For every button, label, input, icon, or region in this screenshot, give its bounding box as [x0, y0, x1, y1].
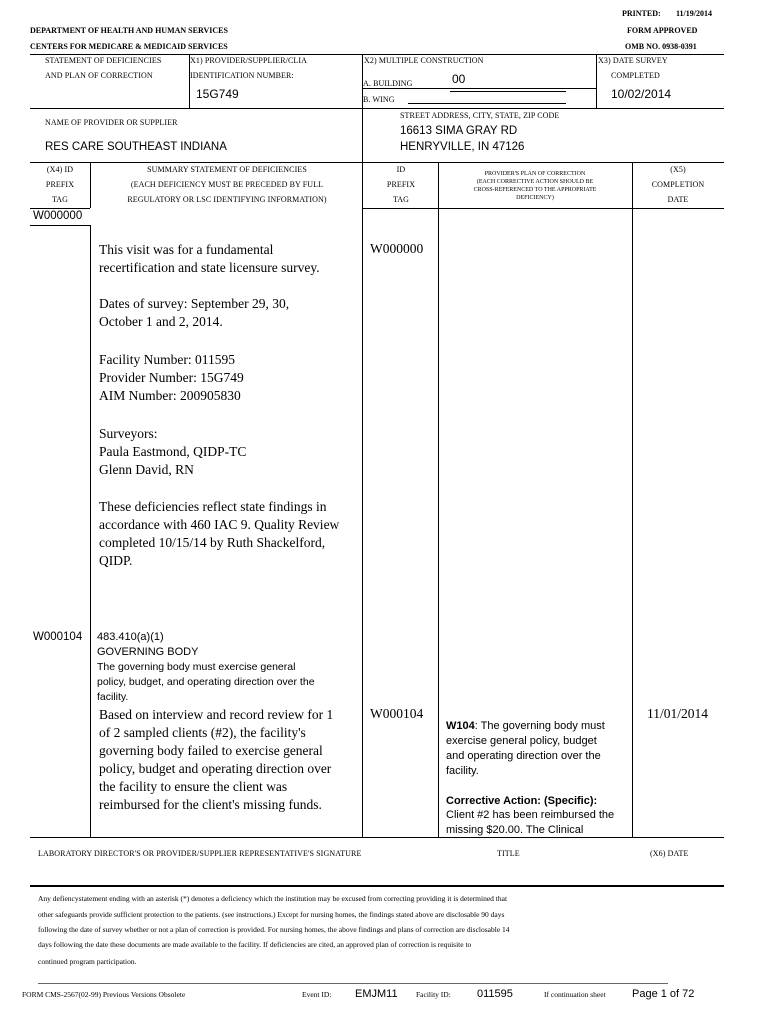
id-header: ID [396, 165, 406, 174]
regulation-title: GOVERNING BODY [97, 646, 199, 658]
x4-prefix-header: PREFIX [45, 180, 75, 189]
wing-label: B. WING [363, 95, 395, 104]
event-id-value: EMJM11 [355, 988, 398, 1000]
col-divider-plan [632, 162, 633, 837]
summary-header-3: REGULATORY OR LSC IDENTIFYING INFORMATION) [127, 195, 327, 204]
footnote-line-3: following the date of survey whether or not a plan of correction is provided. For nursing homes, the above findings and plans of correction are disclosable 14 [38, 925, 510, 934]
regulation-text: The governing body must exercise general policy, budget, and operating direction over the facility. [97, 661, 315, 703]
signature-label: LABORATORY DIRECTOR'S OR PROVIDER/SUPPLIER REPRESENTATIVE'S SIGNATURE [38, 849, 362, 858]
tag-w000000: W000000 [33, 210, 83, 222]
visit-paragraph: This visit was for a fundamental recertification and state licensure survey. [99, 242, 320, 275]
plan-header-2: (EACH CORRECTIVE ACTION SHOULD BE [476, 179, 594, 185]
survey-dates-paragraph: Dates of survey: September 29, 30, October 1 and 2, 2014. [99, 296, 290, 329]
state-findings-paragraph: These deficiencies reflect state findings in accordance with 460 IAC 9. Quality Review completed 10/15/14 by Ruth Shackelford, QIDP. [99, 499, 340, 568]
summary-header-1: SUMMARY STATEMENT OF DEFICIENCIES [147, 165, 307, 174]
facility-id-label: Facility ID: [416, 990, 451, 999]
printed-label: PRINTED: [622, 9, 661, 18]
facility-id-value: 011595 [477, 988, 513, 1000]
survey-date-value: 10/02/2014 [611, 87, 672, 101]
provider-name-label: NAME OF PROVIDER OR SUPPLIER [45, 118, 178, 127]
surveyor-2: Glenn David, RN [99, 462, 194, 477]
page-number: Page 1 of 72 [632, 988, 695, 1000]
footnote-line-1: Any defiencystatement ending with an asterisk (*) denotes a deficiency which the institution may be excused from correcting providing it is determined that [38, 894, 508, 903]
provider-name: RES CARE SOUTHEAST INDIANA [45, 141, 227, 153]
divider-x3 [596, 54, 597, 108]
footnote-line-4: days following the date these documents are made available to the facility. If deficiencies are cited, an approved plan of correction is requisite to [38, 940, 472, 949]
x4-id-header: (X4) ID [46, 165, 74, 174]
corrective-action-label: Corrective Action: (Specific): [446, 795, 598, 807]
building-value: 00 [452, 72, 466, 86]
event-id-label: Event ID: [302, 990, 332, 999]
building-underline [450, 91, 566, 92]
footnote-line-5: continued program participation. [38, 957, 137, 966]
surveyor-1: Paula Eastmond, QIDP-TC [99, 444, 247, 459]
plan-header-3: CROSS-REFERENCED TO THE APPROPRIATE [473, 187, 597, 193]
plan-text: : The governing body must exercise general policy, budget and operating direction over the facility. [446, 720, 605, 777]
provider-number: Provider Number: 15G749 [99, 370, 244, 385]
department-title: DEPARTMENT OF HEALTH AND HUMAN SERVICES [30, 26, 228, 35]
footer-rule [38, 983, 668, 984]
omb-number: OMB NO. 0938-0391 [625, 42, 697, 51]
row-divider-2 [30, 162, 724, 163]
completion-date: 11/01/2014 [647, 706, 709, 721]
wing-underline [408, 103, 566, 104]
tag-header: TAG [392, 195, 410, 204]
col-divider-summary [362, 162, 363, 837]
building-divider [362, 88, 596, 89]
signature-row-bottom [30, 885, 724, 887]
col-divider-prefix [90, 162, 91, 208]
street-address-label: STREET ADDRESS, CITY, STATE, ZIP CODE [400, 111, 560, 120]
x2-label: X2) MULTIPLE CONSTRUCTION [364, 56, 484, 65]
city-state-zip: HENRYVILLE, IN 47126 [400, 141, 525, 153]
corrective-action-text: Client #2 has been reimbursed the missing $20.00. The Clinical [446, 809, 615, 836]
x4-tag-header: TAG [51, 195, 69, 204]
x5-header: (X5) [670, 165, 686, 174]
surveyors-label: Surveyors: [99, 426, 158, 441]
right-tag-w000000: W000000 [370, 241, 424, 256]
plan-header-1: PROVIDER'S PLAN OF CORRECTION [484, 171, 586, 177]
printed-date: 11/19/2014 [676, 9, 713, 18]
right-tag-w000104: W000104 [370, 706, 424, 721]
footnote-line-2: other safeguards provide sufficient protection to the patients. (see instructions.) Except for nursing homes, the findings stated above are disclosable 90 days [38, 910, 505, 919]
top-box-border [30, 54, 724, 55]
tag-row-divider [30, 225, 90, 226]
x1-label-2: IDENTIFICATION NUMBER: [190, 71, 294, 80]
header-underline-right [362, 208, 724, 209]
plan-tag: W104 [446, 720, 475, 732]
x5-completion-header: COMPLETION [651, 180, 705, 189]
x3-label-1: X3) DATE SURVEY [598, 56, 668, 65]
provider-id-value: 15G749 [196, 87, 239, 101]
regulation-reference: 483.410(a)(1) [97, 631, 164, 643]
form-approved: FORM APPROVED [627, 26, 698, 35]
signature-row-top [30, 837, 724, 838]
statement-label-1: STATEMENT OF DEFICIENCIES [45, 56, 162, 65]
centers-title: CENTERS FOR MEDICARE & MEDICAID SERVICES [30, 42, 228, 51]
tag-w000104: W000104 [33, 631, 83, 643]
plan-header-4: DEFICIENCY) [516, 195, 554, 201]
prefix-header: PREFIX [386, 180, 416, 189]
x5-date-header: DATE [667, 195, 689, 204]
row-divider-1 [30, 108, 724, 109]
building-label: A. BUILDING [363, 79, 413, 88]
title-label: TITLE [497, 849, 520, 858]
facility-number: Facility Number: 011595 [99, 352, 235, 367]
continuation-label: If continuation sheet [544, 990, 606, 999]
x6-date-label: (X6) DATE [650, 849, 689, 858]
street-address: 16613 SIMA GRAY RD [400, 125, 518, 137]
plan-w104 [446, 719, 616, 779]
col-divider-id [438, 162, 439, 837]
statement-label-2: AND PLAN OF CORRECTION [45, 71, 153, 80]
aim-number: AIM Number: 200905830 [99, 388, 241, 403]
header-underline-left [30, 208, 90, 209]
col-divider-prefix-body [90, 225, 91, 837]
summary-header-2: (EACH DEFICIENCY MUST BE PRECEDED BY FULL [130, 180, 324, 189]
x3-label-2: COMPLETED [611, 71, 660, 80]
form-number: FORM CMS-2567(02-99) Previous Versions Obsolete [22, 990, 186, 999]
finding-paragraph: Based on interview and record review for 1 of 2 sampled clients (#2), the facility's governing body failed to exercise general policy, budget and operating direction over the facility to ensure the client was reimbursed for the client's missing funds. [99, 707, 334, 812]
x1-label-1: X1) PROVIDER/SUPPLIER/CLIA [190, 56, 308, 65]
